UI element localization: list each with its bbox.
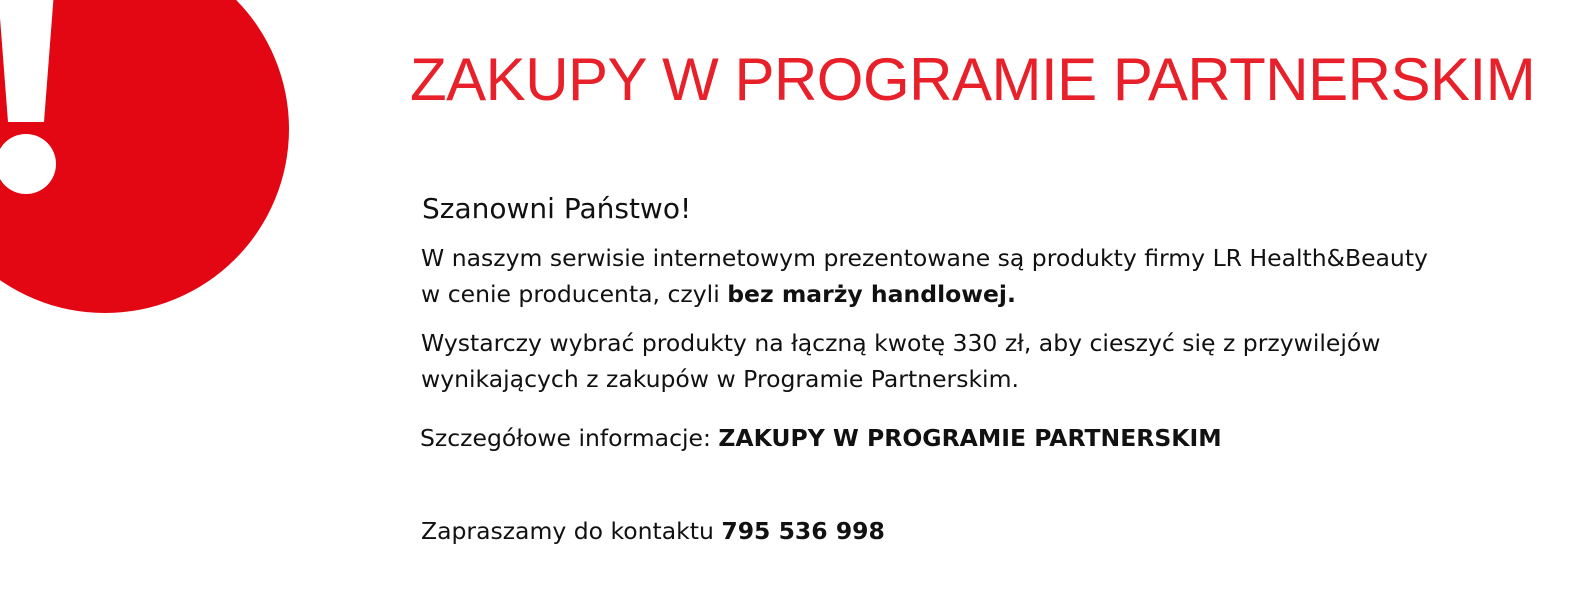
offer-line-2: wynikających z zakupów w Programie Partnerskim. [421, 365, 1019, 393]
greeting: Szanowni Państwo! [422, 192, 692, 225]
no-margin-highlight: bez marży handlowej. [727, 280, 1016, 308]
details-label: Szczegółowe informacje: [420, 424, 719, 452]
offer-paragraph [421, 325, 1380, 397]
exclamation-circle-icon [0, 0, 289, 313]
intro-line-1: W naszym serwisie internetowym prezentowane są produkty firmy LR Health&Beauty [421, 244, 1428, 272]
contact-label: Zapraszamy do kontaktu [421, 517, 722, 545]
phone-number: 795 536 998 [721, 517, 885, 545]
page-title: ZAKUPY W PROGRAMIE PARTNERSKIM [410, 46, 1536, 113]
intro-paragraph [421, 240, 1428, 312]
offer-line-1: Wystarczy wybrać produkty na łączną kwotę 330 zł, aby cieszyć się z przywilejów [421, 329, 1381, 357]
details-line [420, 420, 1222, 456]
partner-program-link[interactable]: ZAKUPY W PROGRAMIE PARTNERSKIM [718, 424, 1222, 452]
contact-line [421, 513, 885, 549]
exclamation-dot [0, 134, 56, 194]
exclamation-bar [0, 0, 56, 122]
intro-line-2: w cenie producenta, czyli [421, 280, 728, 308]
